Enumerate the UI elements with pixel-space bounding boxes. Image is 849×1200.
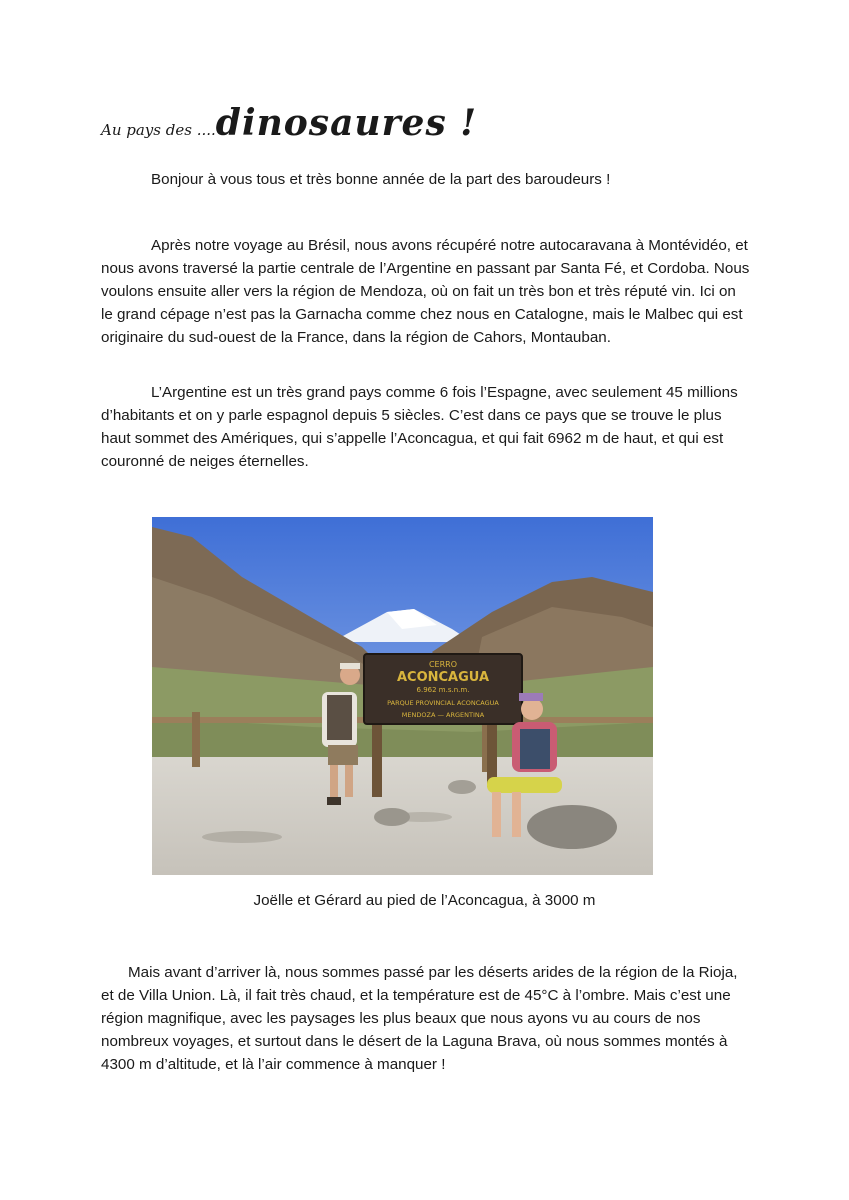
- photo-caption: Joëlle et Gérard au pied de l’Aconcagua, à 3000 m: [253, 892, 596, 909]
- paragraph-1: Après notre voyage au Brésil, nous avons récupéré notre autocaravana à Montévidéo, et nous avons traversé la partie centrale de l’Argentine en passant par Santa Fé, et Cordoba. Nous voulons ensuite aller vers la région de Mendoza, où on fait un très bon et très réputé vin. Ici on le grand cépage n’est pas la Garnacha comme chez nous en Catalogne, mais le Malbec qui est originaire du sud-ouest de la France, dans la région de Cahors, Montauban.: [101, 237, 750, 346]
- sign-line-3: 6.962 m.s.n.m.: [416, 686, 470, 694]
- aconcagua-photo: [152, 517, 653, 875]
- paragraph-3: Mais avant d’arriver là, nous sommes passé par les déserts arides de la région de la Rioja, et de Villa Union. Là, il fait très chaud, et la température est de 45°C à l’ombre. Mais c’est une région magnifique, avec les paysages les plus beaux que nous ayons vu au cours de nos nombreux voyages, et surtout dans le désert de la Laguna Brava, où nous sommes montés à 4300 m d’altitude, et là l’air commence à manquer !: [101, 964, 738, 1073]
- greeting-paragraph: Bonjour à vous tous et très bonne année de la part des baroudeurs !: [151, 171, 611, 188]
- page-title: [101, 102, 477, 144]
- sign-line-5: MENDOZA — ARGENTINA: [401, 711, 485, 719]
- title-prefix: Au pays des ....: [101, 121, 216, 139]
- sign-line-1: CERRO: [428, 660, 458, 669]
- sign-line-2: ACONCAGUA: [396, 670, 490, 685]
- sign-line-4: PARQUE PROVINCIAL ACONCAGUA: [387, 699, 499, 707]
- title-main: dinosaures !: [215, 102, 478, 144]
- paragraph-2: L’Argentine est un très grand pays comme 6 fois l’Espagne, avec seulement 45 millions d’habitants et on y parle espagnol depuis 5 siècles. C’est dans ce pays que se trouve le plus haut sommet des Amériques, qui s’appelle l’Aconcagua, et qui fait 6962 m de haut, et qui est couronné de neiges éternelles.: [101, 384, 738, 470]
